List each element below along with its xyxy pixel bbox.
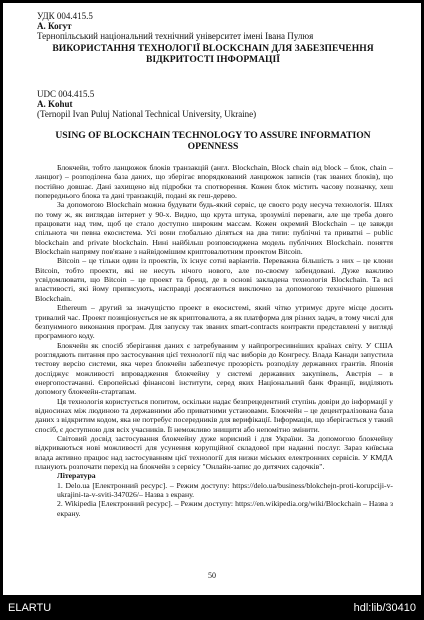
udc-en: UDC 004.415.5: [37, 89, 95, 99]
title-en: USING OF BLOCKCHAIN TECHNOLOGY TO ASSURE INFORMATION OPENNESS: [55, 130, 371, 152]
paragraph: Bitcoin – це тільки один із проектів, їх існує сотні варіантів. Переважна більшість з них – це клони Bitcoin, тобто проекти, які не несуть нічого нового, але по-своєму забендовані. Дуже важливо усвідомлювати, що Bitcoin – це проект та бренд, де в основі закладена технологія Blockchain. Та всі властивості, які йому приписують, насправді досягаються виключно за допомогою технічного рішення Blockchain.: [35, 256, 393, 303]
author-ua: А. Когут: [37, 21, 72, 31]
title-ua: ВИКОРИСТАННЯ ТЕХНОЛОГІЇ BLOCKCHAIN ДЛЯ ЗАБЕЗПЕЧЕННЯ ВІДКРИТОСТІ ІНФОРМАЦІЇ: [52, 43, 374, 65]
paragraph: Світовий досвід застосування блокчейну дуже корисний і для України. За допомогою блокчейну відкриваються нові можливості для усунення корупційної складової при наданні послуг. Зараз київська влада активно працює над застосуванням цієї технології для низки міських електронних сервісів. У КМДА планують розпочати перехід на блокчейн з сервісу "Онлайн-запис до дитячих садочків".: [35, 433, 393, 471]
reference-item: 2. Wikipedia [Електронний ресурс]. – Режим доступу: https://en.wikipedia.org/wiki/Blockchain – Назва з екрану.: [57, 499, 393, 518]
paragraph: Блокчейн як спосіб зберігання даних є затребуваним у найпрогресивніших країнах світу. У США розглядають питання про застосування цієї технології під час виборів до Конгресу. Влада Канади запустила тестову версію системи, яка через блокчейн забезпечує прозорість розподілу державних грантів. Японія досліджує можливості впровадження блокчейну у системі державних закупівель, Австрія – в енергопостачанні. Європейські фінансові інститути, серед яких Національний банк Франції, виділяють допомогу блокчейн-стартапам.: [35, 340, 393, 397]
author-en: A. Kohut: [37, 99, 73, 109]
footer-bar: [0, 597, 424, 620]
paragraph: Ethereum – другий за значущістю проект в екосистемі, який чітко утримує друге місце досить тривалий час. Проект позиціонується не як криптовалюта, а як платформа для різних задач, в тому числі для безпунмного виконання програм. Для запуску так званих smart-contracts контракти представлені у вигляді програмного коду.: [35, 303, 393, 341]
footer-repository-label: ELARTU: [8, 602, 52, 614]
affiliation-ua: Тернопільський національний технічний університет імені Івана Пулюя: [37, 31, 314, 41]
affiliation-en: (Ternopil Ivan Puluj National Technical University, Ukraine): [37, 109, 257, 119]
paragraph: Ця технологія користується попитом, оскільки надає безпрецедентний ступінь довіри до інформації у відносинах між людиною та державними або приватними установами. Блокчейн – це децентралізована база даних з відкритим кодом, яка не потребує посередників для верифікації. Інформація, що зберігається у такий спосіб, є доступною для всіх учасників. Її неможливо знищити або непомітно змінити.: [35, 396, 393, 434]
paragraph: Блокчейн, тобто ланцюжок блоків транзакцій (англ. Blockchain, Block chain від block – блок, chain – ланцюг) – розподілена база даних, що зберігає впорядкований ланцюжок записів (так званих блоків), що постійно довшає. Дані захищено від підробки та спотворення. Кожен блок містить часову позначку, хеш попереднього блока та дані транзакцій, подані як геш-дерево.: [35, 163, 393, 201]
udc-ua: УДК 004.415.5: [37, 11, 93, 21]
literature-heading: Література: [57, 471, 96, 481]
reference-item: 1. Delo.ua [Електронний ресурс]. – Режим доступу: https://delo.ua/business/blokchejn-proti-korupciji-v-ukrajini-ta-v-sviti-347026/– Назва з екрану.: [57, 480, 393, 500]
page-number: 50: [208, 571, 216, 580]
paragraph: За допомогою Blockchain можна будувати будь-який сервіс, це своєго роду несуча технологія. Шлях по тому ж, як виглядав інтернет у 90-х. Видно, що крута штука, зрозумілі переваги, але ще треба довго працювати над тим, щоб це стало доступно широким массам. Кожен окремий Blockchain – це завжди спільнота чи певна екосистема. Усі вони глобально діляться на два типи: публічні та приватні – public blockchain and private blockchain. Нині найбільш розповсюджена модель публічних Blockchain. поняття Blockchain напряму пов'язане з найвідомішим криптовалютним проектом Bitcoin.: [35, 200, 393, 257]
article-body: [35, 163, 393, 518]
footer-handle-label: hdl:lib/30410: [353, 602, 416, 614]
document-page: [3, 3, 421, 595]
